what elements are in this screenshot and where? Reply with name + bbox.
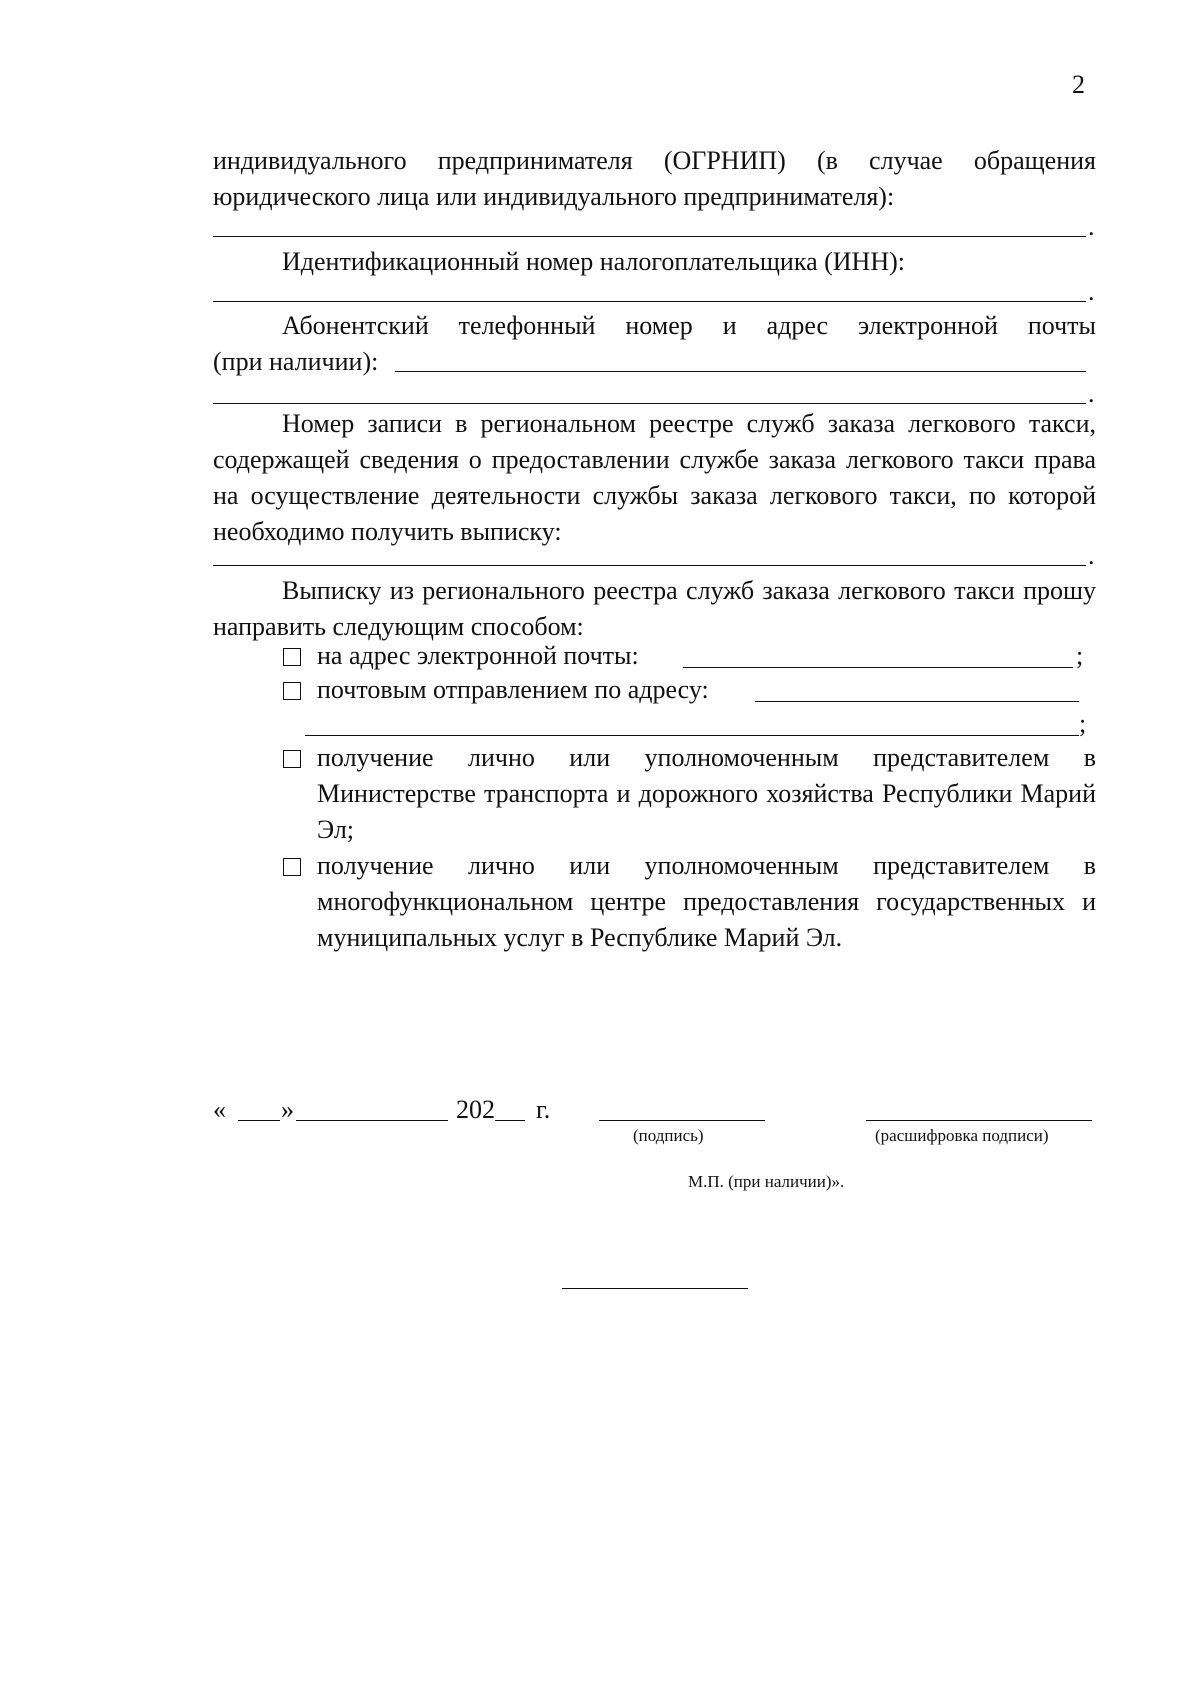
ogrnip-paragraph: индивидуального предпринимателя (ОГРНИП) (в случае обращения юридического лица или индивидуального предпринимателя): xyxy=(213,146,1096,211)
inn-label: Идентификационный номер налогоплательщика (ИНН): xyxy=(282,247,905,276)
email-fill-line[interactable] xyxy=(683,667,1073,668)
email-end-semicolon: ; xyxy=(1076,641,1084,670)
date-day-line[interactable] xyxy=(238,1120,280,1121)
closing-separator xyxy=(562,1288,748,1289)
date-month-line[interactable] xyxy=(296,1120,448,1121)
post-option-label: почтовым отправлением по адресу: xyxy=(317,675,709,704)
post-fill-line-2[interactable] xyxy=(305,735,1079,736)
stamp-note: М.П. (при наличии)». xyxy=(688,1172,845,1191)
post-fill-line-1[interactable] xyxy=(755,701,1079,702)
post-checkbox[interactable] xyxy=(283,682,301,700)
post-end-semicolon: ; xyxy=(1079,709,1087,738)
registry-fill-line[interactable] xyxy=(213,565,1086,566)
registry-end-dot: . xyxy=(1088,541,1095,570)
ministry-option-label: получение лично или уполномоченным представителем в Министерстве транспорта и дорожного хозяйства Республики Марий Эл; xyxy=(317,743,1096,844)
signature-line[interactable] xyxy=(599,1120,765,1121)
email-option-label: на адрес электронной почты: xyxy=(317,641,639,670)
signature-caption: (подпись) xyxy=(633,1126,704,1145)
contact-fill-line-2[interactable] xyxy=(213,403,1086,404)
mfc-checkbox[interactable] xyxy=(283,858,301,876)
delivery-intro: Выписку из регионального реестра служб заказа легкового такси прошу направить следующим способом: xyxy=(213,576,1096,641)
date-close-quote: » xyxy=(281,1095,294,1124)
registry-paragraph: Номер записи в региональном реестре служб заказа легкового такси, содержащей сведения о предоставлении службе заказа легкового такси права на осуществление деятельности службы заказа легкового такси, по которой необходимо получить выписку: xyxy=(213,409,1096,546)
ministry-checkbox[interactable] xyxy=(283,750,301,768)
contact-label-line1: Абонентский телефонный номер и адрес электронной почты xyxy=(282,311,1096,340)
page-number: 2 xyxy=(1072,70,1085,99)
ogrnip-fill-line[interactable] xyxy=(213,236,1086,237)
decode-signature-line[interactable] xyxy=(866,1120,1092,1121)
date-year-prefix: 202 xyxy=(456,1095,495,1124)
date-year-suffix: г. xyxy=(536,1095,551,1124)
mfc-option-label: получение лично или уполномоченным представителем в многофункциональном центре предоставления государственных и муниципальных услуг в Республике Марий Эл. xyxy=(317,851,1096,952)
email-checkbox[interactable] xyxy=(283,648,301,666)
date-open-quote: « xyxy=(213,1095,226,1124)
contact-end-dot: . xyxy=(1088,379,1095,408)
contact-fill-line-1[interactable] xyxy=(395,371,1086,372)
decode-signature-caption: (расшифровка подписи) xyxy=(875,1126,1049,1145)
ogrnip-end-dot: . xyxy=(1088,212,1095,241)
date-year-line[interactable] xyxy=(495,1120,525,1121)
contact-label-line2: (при наличии): xyxy=(213,347,379,376)
inn-end-dot: . xyxy=(1088,277,1095,306)
inn-fill-line[interactable] xyxy=(213,301,1086,302)
